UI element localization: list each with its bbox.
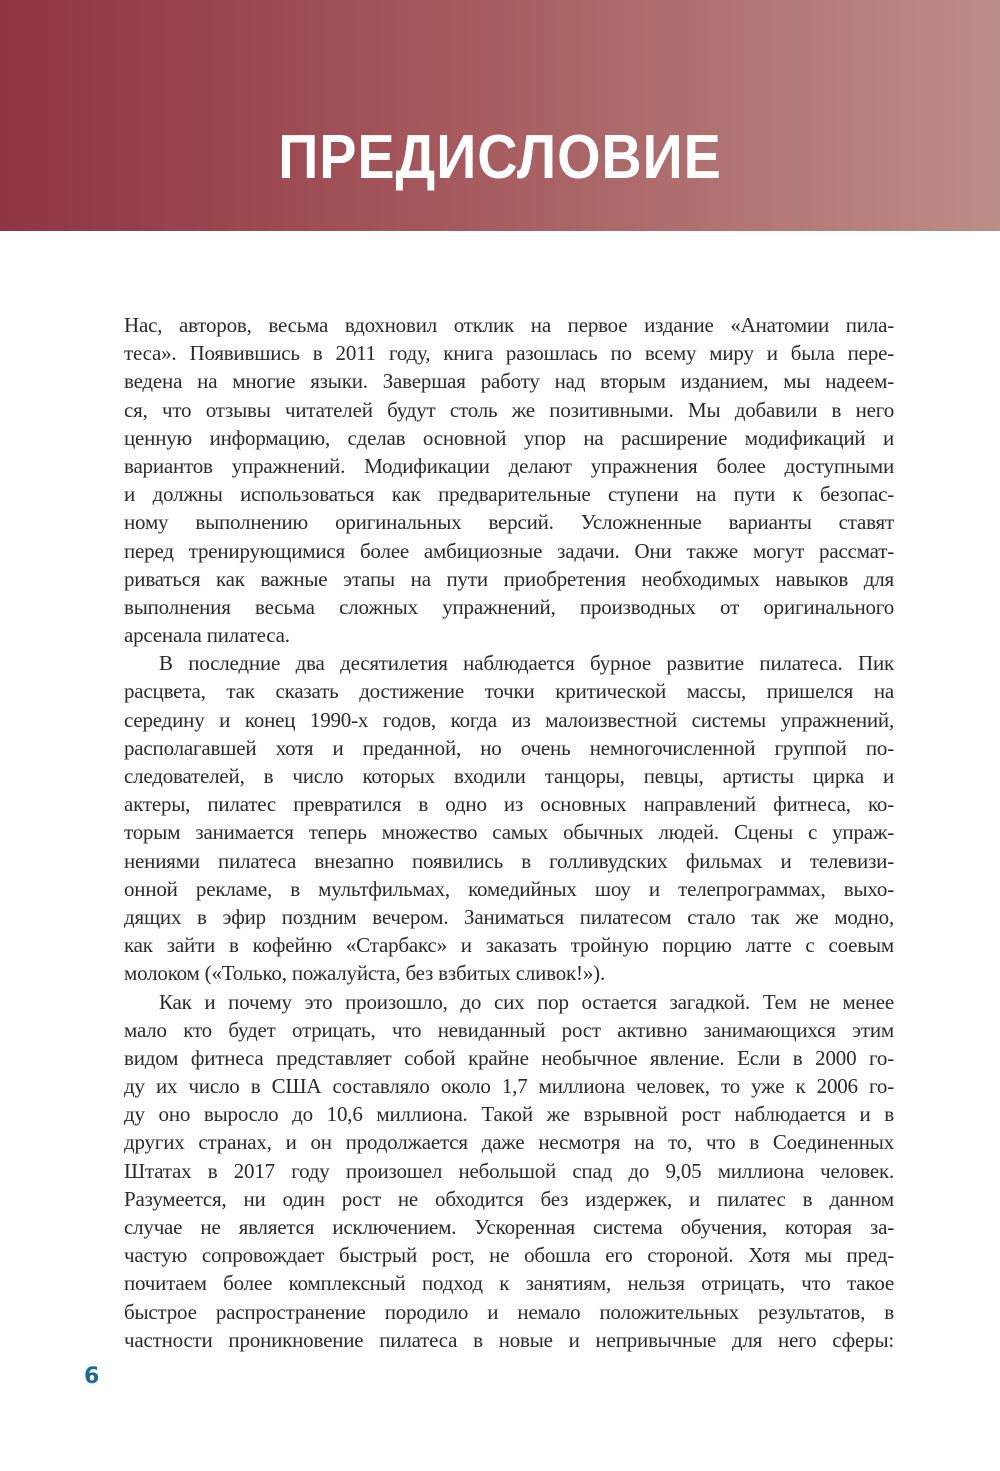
text-line: ся, что отзывы читателей будут столь же позитивными. Мы добавили в него [124, 397, 894, 422]
text-line: других странах, и он продолжается даже несмотря на то, что в Соединенных [124, 1130, 894, 1155]
text-line: теса». Появившись в 2011 году, книга разошлась по всему миру и была пере- [124, 341, 894, 366]
page-number: 6 [84, 1364, 100, 1389]
text-line: риваться как важные этапы на пути приобретения необходимых навыков для [124, 566, 894, 591]
text-line: ду оно выросло до 10,6 миллиона. Такой же взрывной рост наблюдается и в [124, 1102, 894, 1127]
paragraph [124, 311, 894, 649]
text-line: выполнения весьма сложных упражнений, производных от оригинального [124, 594, 894, 619]
text-line: Штатах в 2017 году произошел небольшой спад до 9,05 миллиона человек. [124, 1158, 894, 1183]
text-line: частности проникновение пилатеса в новые и непривычные для него сферы: [124, 1327, 894, 1352]
text-line: вариантов упражнений. Модификации делают упражнения более доступными [124, 453, 894, 478]
text-line: Нас, авторов, весьма вдохновил отклик на первое издание «Анатомии пила- [124, 313, 894, 337]
text-line: В последние два десятилетия наблюдается бурное развитие пилатеса. Пик [159, 651, 894, 676]
text-line: и должны использоваться как предварительные ступени на пути к безопас- [124, 482, 894, 507]
text-line: расцвета, так сказать достижение точки критической массы, пришелся на [124, 679, 894, 704]
paragraph [124, 988, 894, 1354]
text-line: мало кто будет отрицать, что невиданный рост активно занимающихся этим [124, 1017, 894, 1042]
chapter-header-banner [0, 0, 1000, 231]
text-line: ведена на многие языки. Завершая работу над вторым изданием, мы надеем- [124, 369, 894, 394]
text-line: ду их число в США составляло около 1,7 миллиона человек, то уже к 2006 го- [124, 1074, 894, 1099]
text-line: частую сопровождает быстрый рост, не обошла его стороной. Хотя мы пред- [124, 1243, 894, 1268]
text-line: перед тренирующимися более амбициозные задачи. Они также могут рассмат- [124, 538, 894, 563]
text-line: быстрое распространение породило и немало положительных результатов, в [124, 1299, 894, 1324]
text-line: онной рекламе, в мультфильмах, комедийных шоу и телепрограммах, выхо- [124, 876, 894, 901]
text-line: торым занимается теперь множество самых обычных людей. Сцены с упраж- [124, 820, 894, 845]
text-line: видом фитнеса представляет собой крайне необычное явление. Если в 2000 го- [124, 1045, 894, 1070]
text-line: случае не является исключением. Ускоренная система обучения, которая за- [124, 1215, 894, 1239]
text-line: нениями пилатеса внезапно появились в голливудских фильмах и телевизи- [124, 848, 894, 873]
text-line: почитаем более комплексный подход к занятиям, нельзя отрицать, что такое [124, 1271, 894, 1296]
text-line: ному выполнению оригинальных версий. Усложненные варианты ставят [124, 510, 894, 535]
chapter-title: ПРЕДИСЛОВИЕ [278, 123, 722, 192]
text-line: Разумеется, ни один рост не обходится без издержек, и пилатес в данном [124, 1186, 894, 1211]
text-line: арсенала пилатеса. [124, 623, 290, 648]
text-line: Как и почему это произошло, до сих пор остается загадкой. Тем не менее [159, 989, 894, 1014]
text-line: актеры, пилатес превратился в одно из основных направлений фитнеса, ко- [124, 792, 894, 817]
text-line: следователей, в число которых входили танцоры, певцы, артисты цирка и [124, 764, 894, 788]
paragraph [124, 649, 894, 987]
text-line: как зайти в кофейню «Старбакс» и заказать тройную порцию латте с соевым [124, 933, 894, 958]
text-line: ценную информацию, сделав основной упор на расширение модификаций и [124, 425, 894, 450]
text-line: располагавшей хотя и преданной, но очень немногочисленной группой по- [124, 735, 894, 760]
text-line: дящих в эфир поздним вечером. Заниматься пилатесом стало так же модно, [124, 904, 894, 929]
body-text [124, 311, 894, 1354]
text-line: молоком («Только, пожалуйста, без взбитых сливок!»). [124, 961, 605, 986]
text-line: середину и конец 1990-х годов, когда из малоизвестной системы упражнений, [124, 707, 894, 732]
